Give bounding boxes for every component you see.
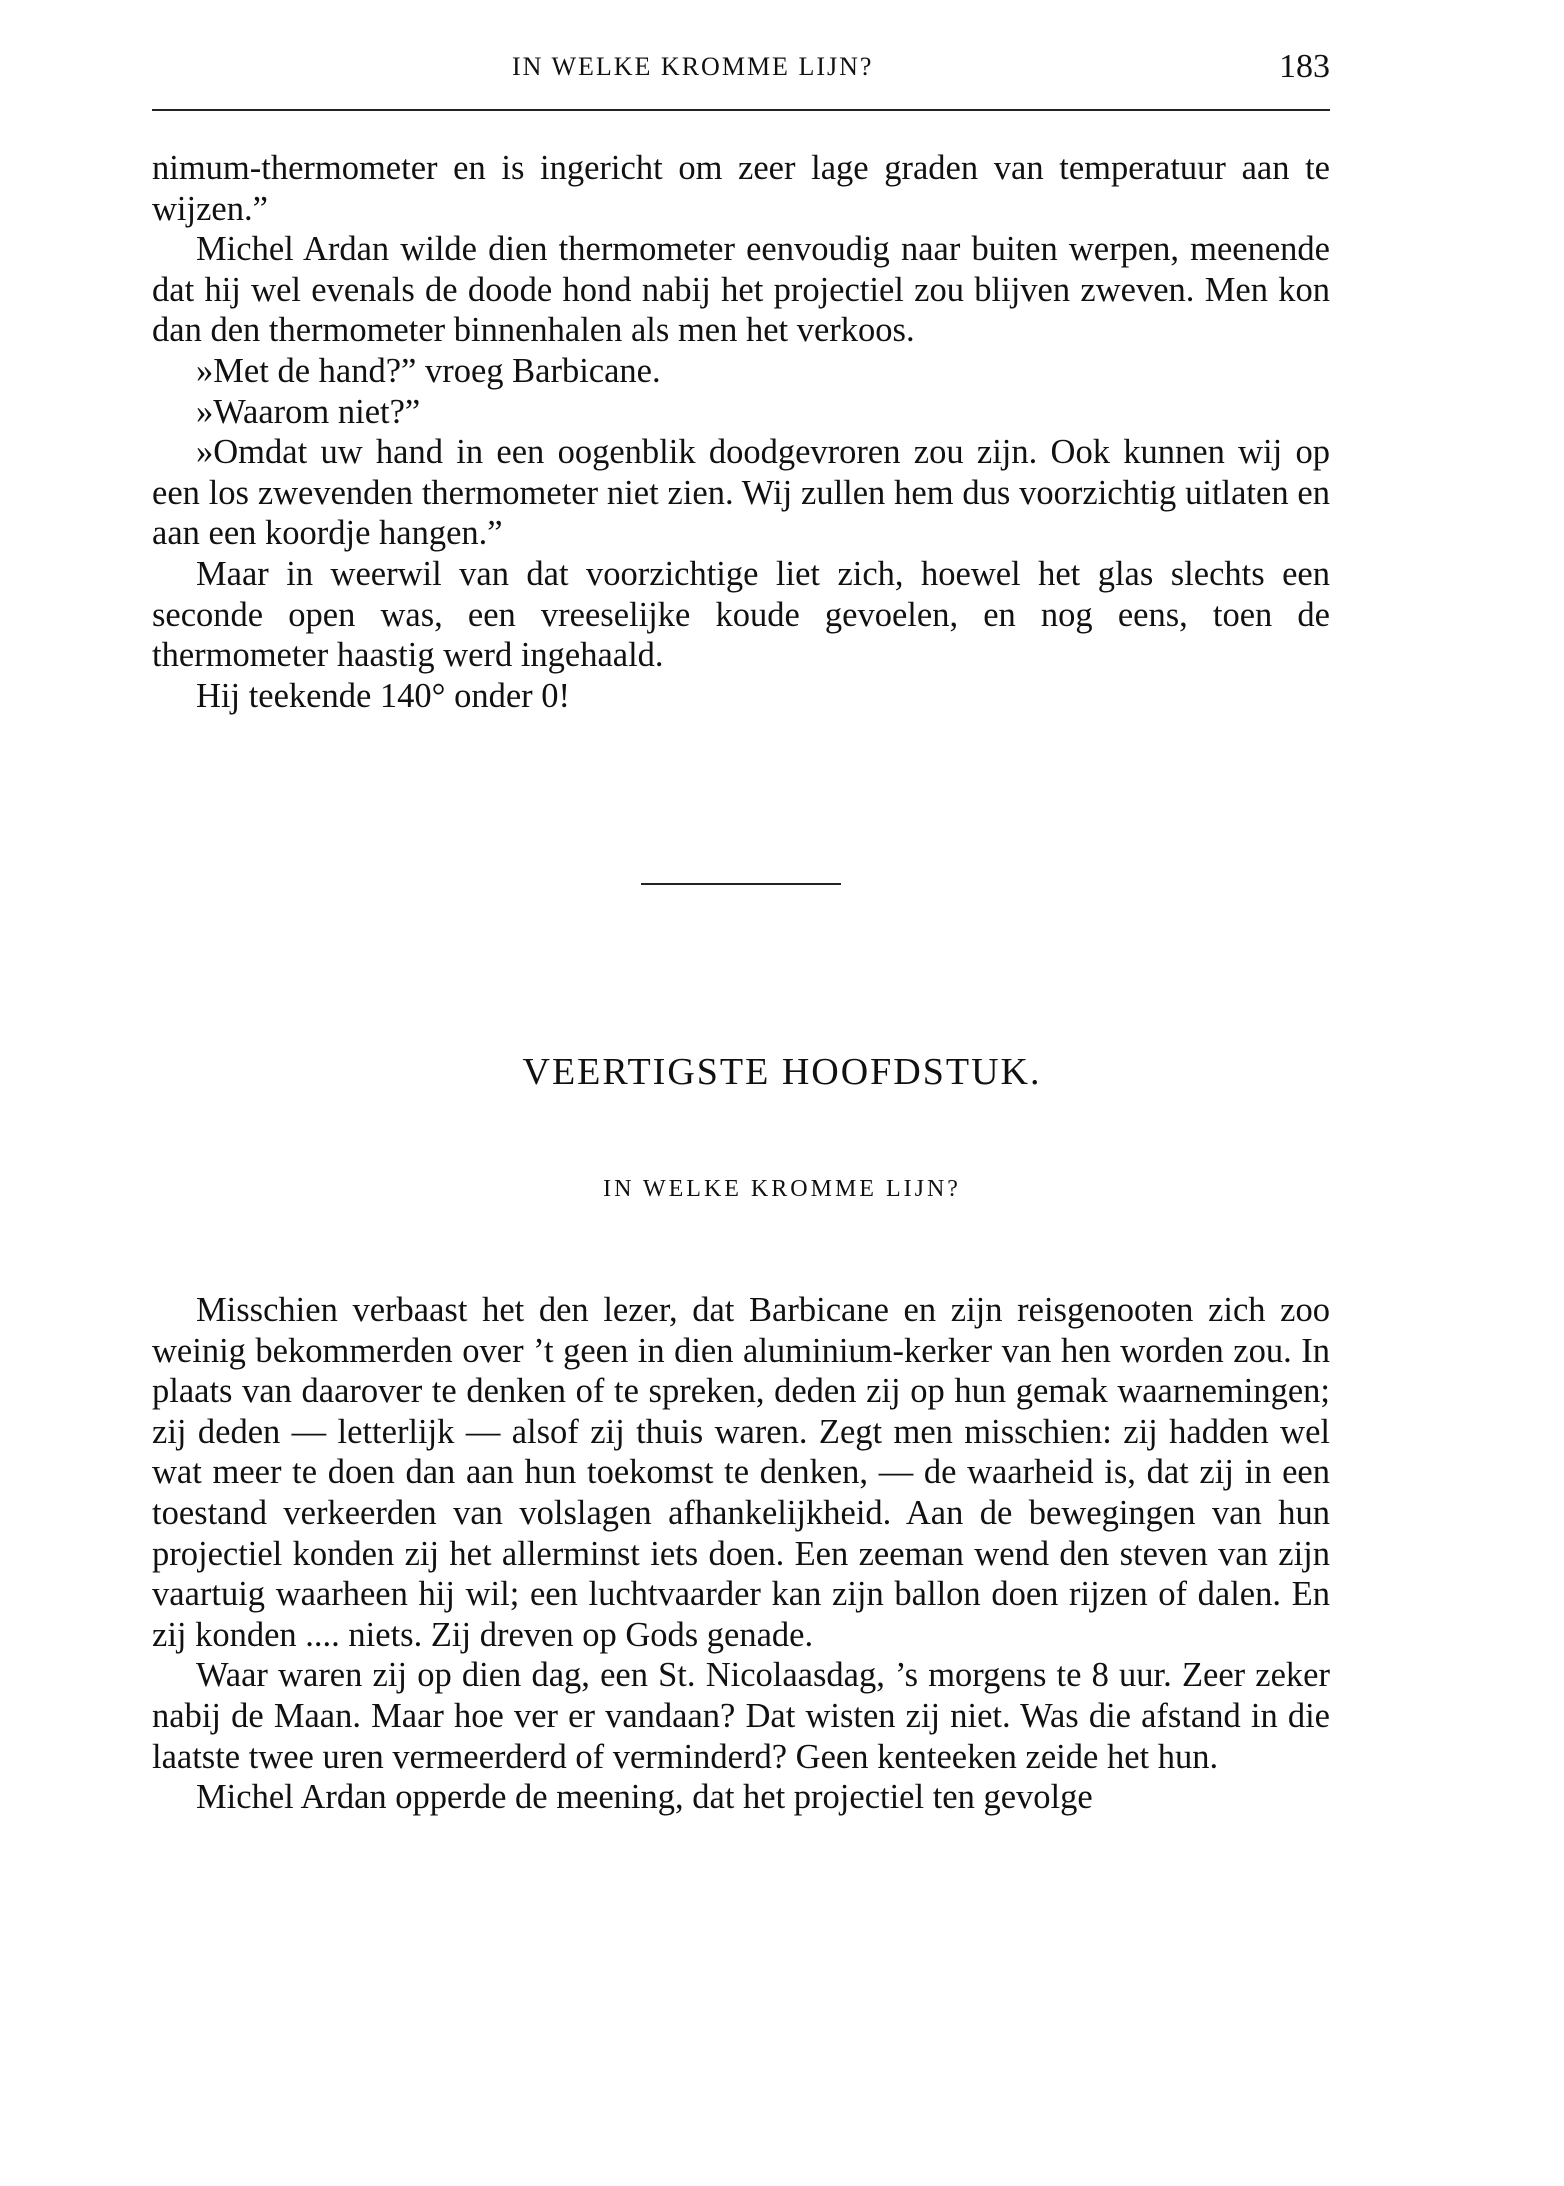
paragraph: Waar waren zij op dien dag, een St. Nicolaasdag, ’s morgens te 8 uur. Zeer zeker nabij de Maan. Maar hoe ver er vandaan? Dat wisten zij niet. Was die afstand in die laatste twee uren vermeerderd of verminderd? Geen kenteeken zeide het hun. xyxy=(152,1656,1330,1776)
chapter-title: VEERTIGSTE HOOFDSTUK. xyxy=(522,1051,1042,1093)
paragraph: Michel Ardan wilde dien thermometer eenvoudig naar buiten werpen, meenende dat hij wel evenals de doode hond nabij het projectiel zou blijven zweven. Men kon dan den thermometer binnenhalen als men het verkoos. xyxy=(152,230,1330,350)
paragraph: »Met de hand?” vroeg Barbicane. xyxy=(196,351,661,390)
top-text-block xyxy=(152,148,1330,716)
running-head xyxy=(152,48,1330,92)
paragraph: »Waarom niet?” xyxy=(196,392,421,431)
paragraph: Hij teekende 140° onder 0! xyxy=(196,676,571,715)
paragraph: »Omdat uw hand in een oogenblik doodgevroren zou zijn. Ook kunnen wij op een los zwevenden thermometer niet zien. Wij zullen hem dus voorzichtig uitlaten en aan een koordje hangen.” xyxy=(152,433,1330,553)
header-rule xyxy=(152,109,1330,111)
paragraph: Maar in weerwil van dat voorzichtige liet zich, hoewel het glas slechts een seconde open was, een vreeselijke koude gevoelen, en nog eens, toen de thermometer haastig werd ingehaald. xyxy=(152,554,1330,675)
page-number: 183 xyxy=(1279,48,1330,85)
paragraph: nimum-thermometer en is ingericht om zeer lage graden van temperatuur aan te wijzen.” xyxy=(152,149,1330,228)
paragraph: Misschien verbaast het den lezer, dat Barbicane en zijn reisgenooten zich zoo weinig bekommerden over ’t geen in dien aluminium-kerker van hen worden zou. In plaats van daarover te denken of te spreken, deden zij op hun gemak waarnemingen; zij deden — letterlijk — alsof zij thuis waren. Zegt men misschien: zij hadden wel wat meer te doen dan aan hun toekomst te denken, — de waarheid is, dat zij in een toestand verkeerden van volslagen afhankelijkheid. Aan de bewegingen van hun projectiel konden zij het allerminst iets doen. Een zeeman wend den steven van zijn vaartuig waarheen hij wil; een luchtvaarder kan zijn ballon doen rijzen of dalen. En zij konden .... niets. Zij dreven op Gods genade. xyxy=(152,1291,1330,1654)
section-separator-rule xyxy=(641,883,841,885)
paragraph: Michel Ardan opperde de meening, dat het projectiel ten gevolge xyxy=(196,1778,1093,1817)
bottom-text-block xyxy=(152,1290,1330,1818)
running-title: IN WELKE KROMME LIJN? xyxy=(512,52,874,81)
chapter-subtitle: IN WELKE KROMME LIJN? xyxy=(603,1176,961,1202)
